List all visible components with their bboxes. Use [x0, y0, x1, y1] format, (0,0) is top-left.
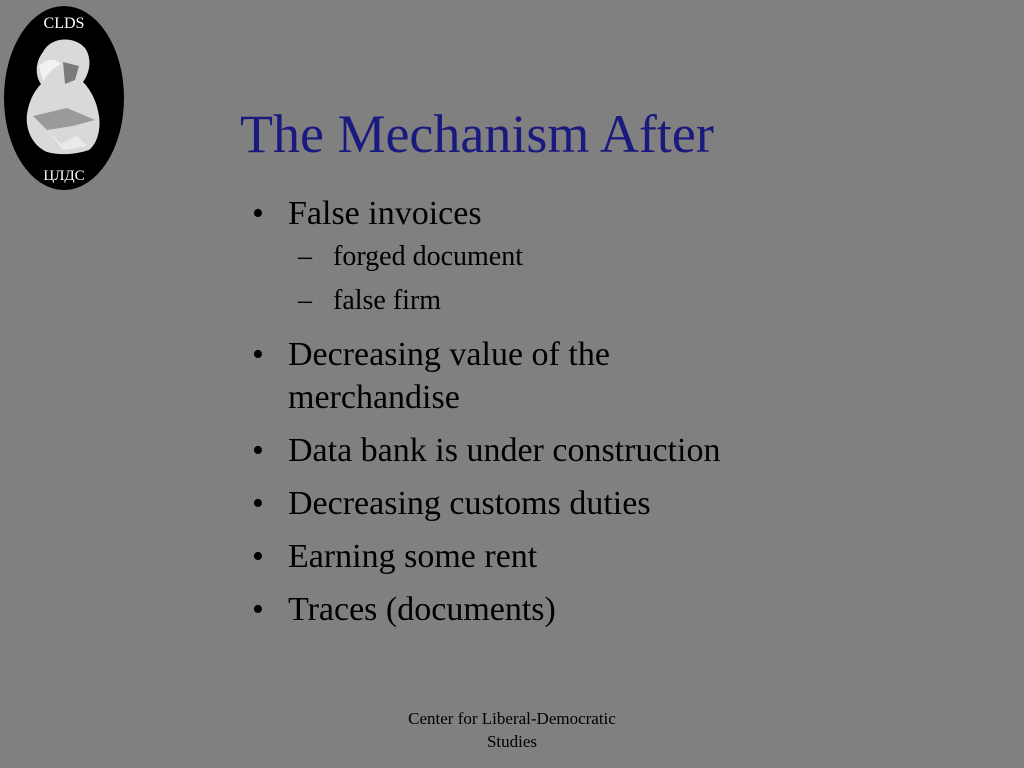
bullet-item — [252, 588, 832, 631]
bullet-icon: • — [252, 336, 264, 373]
bullet-text: Decreasing customs duties — [288, 485, 651, 522]
dash-icon: – — [298, 241, 312, 272]
bullet-list — [252, 192, 832, 631]
bullet-item — [252, 333, 832, 419]
bullet-icon: • — [252, 485, 264, 522]
bullet-text: Traces (documents) — [288, 591, 556, 628]
bullet-icon: • — [252, 195, 264, 232]
bullet-item — [252, 482, 832, 525]
footer-line-2: Studies — [486, 732, 538, 751]
bullet-icon: • — [252, 538, 264, 575]
bullet-text: Decreasing value of the — [288, 336, 610, 373]
slide-title: The Mechanism After — [240, 104, 714, 164]
bullet-item — [252, 192, 832, 235]
logo-bottom-text: ЦЛДС — [43, 168, 85, 184]
sub-bullet-item — [252, 279, 832, 323]
bullet-icon: • — [252, 591, 264, 628]
bullet-item — [252, 535, 832, 578]
footer — [362, 707, 662, 753]
bullet-item — [252, 429, 832, 472]
bullet-text: Earning some rent — [288, 538, 538, 575]
bullet-text-continuation: merchandise — [288, 379, 460, 416]
bullet-text: Data bank is under construction — [288, 432, 721, 469]
bullet-icon: • — [252, 432, 264, 469]
logo-top-text: CLDS — [43, 15, 85, 32]
sub-bullet-text: forged document — [333, 241, 523, 272]
clds-logo — [3, 4, 125, 192]
bullet-text: False invoices — [288, 195, 482, 232]
footer-line-1: Center for Liberal-Democratic — [408, 709, 616, 728]
sub-bullet-item — [252, 235, 832, 279]
sub-bullet-text: false firm — [333, 285, 442, 316]
dash-icon: – — [298, 285, 312, 316]
